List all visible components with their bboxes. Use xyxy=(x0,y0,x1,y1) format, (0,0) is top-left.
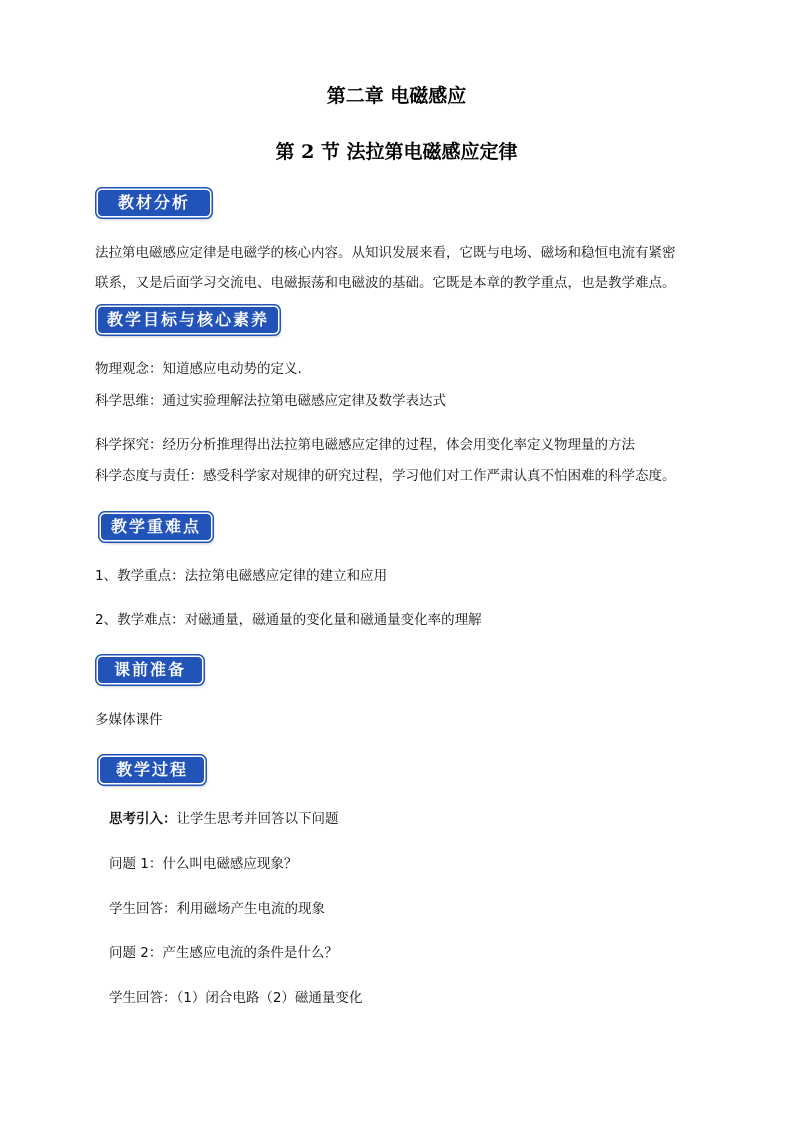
key-point-difficulty: 2、教学难点：对磁通量，磁通量的变化量和磁通量变化率的理解 xyxy=(95,612,482,628)
heading-badge-goals: 教学目标与核心素养 xyxy=(98,307,278,333)
heading-badge-process: 教学过程 xyxy=(100,757,204,783)
intro-text: 让学生思考并回答以下问题 xyxy=(176,811,339,827)
goal-item-physics-concept: 物理观念：知道感应电动势的定义. xyxy=(95,361,302,377)
analysis-line-2: 联系，又是后面学习交流电、电磁振荡和电磁波的基础。它既是本章的教学重点，也是教学难点。 xyxy=(95,275,676,291)
intro-line xyxy=(109,810,339,828)
heading-badge-preparation: 课前准备 xyxy=(98,657,202,683)
heading-badge-key-points: 教学重难点 xyxy=(101,514,211,540)
heading-badge-analysis: 教材分析 xyxy=(98,190,210,216)
question-2: 问题 2：产生感应电流的条件是什么？ xyxy=(109,945,338,961)
section-title: 第 2 节 法拉第电磁感应定律 xyxy=(275,141,518,163)
analysis-line-1: 法拉第电磁感应定律是电磁学的核心内容。从知识发展来看，它既与电场、磁场和稳恒电流有紧密 xyxy=(95,245,676,261)
preparation-text: 多媒体课件 xyxy=(95,712,163,728)
answer-1: 学生回答：利用磁场产生电流的现象 xyxy=(109,901,325,917)
key-point-focus: 1、教学重点：法拉第电磁感应定律的建立和应用 xyxy=(95,568,388,584)
answer-2: 学生回答：（1）闭合电路（2）磁通量变化 xyxy=(109,990,363,1006)
goal-item-scientific-attitude: 科学态度与责任：感受科学家对规律的研究过程，学习他们对工作严肃认真不怕困难的科学态度。 xyxy=(95,468,676,484)
intro-label: 思考引入： xyxy=(109,811,177,827)
chapter-title: 第二章 电磁感应 xyxy=(326,85,467,107)
goal-item-scientific-thinking: 科学思维：通过实验理解法拉第电磁感应定律及数学表达式 xyxy=(95,393,446,409)
question-1: 问题 1：什么叫电磁感应现象？ xyxy=(109,856,298,872)
goal-item-scientific-inquiry: 科学探究：经历分析推理得出法拉第电磁感应定律的过程，体会用变化率定义物理量的方法 xyxy=(95,437,635,453)
